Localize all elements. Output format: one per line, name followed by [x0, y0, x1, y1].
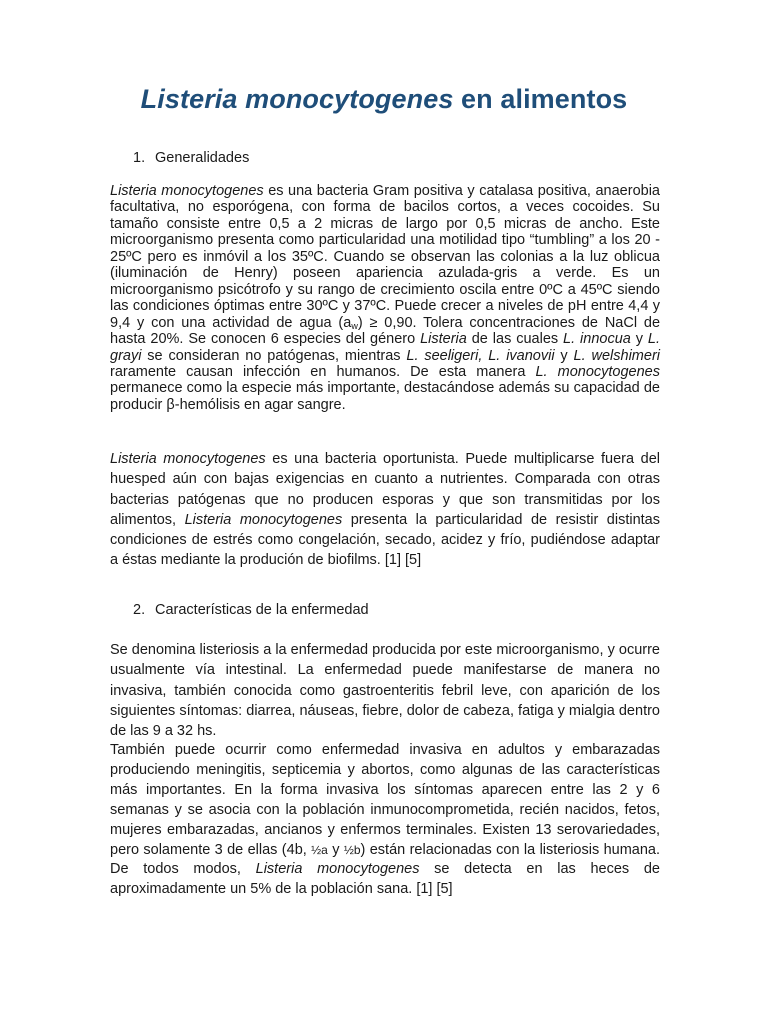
- species-name: L. welshimeri: [573, 347, 660, 364]
- text-run: permanece como la especie más importante, destacándose además su capacidad de producir β-hemólisis en agar sangre.: [110, 380, 660, 413]
- species-name: Listeria monocytogenes: [255, 861, 420, 878]
- text-run: y: [554, 347, 574, 364]
- title-rest: en alimentos: [453, 84, 628, 114]
- species-name: L. seeligeri, L. ivanovii: [406, 347, 555, 364]
- text-run: ) ≥ 0,90. Tolera concentraciones de NaCl de hasta 20%. Se conocen 6 especies del género: [110, 314, 661, 348]
- paragraph-generalidades-1: [110, 183, 660, 413]
- text-run: y: [327, 841, 344, 858]
- serovar-fraction: ½b: [343, 842, 361, 857]
- text-run: es una bacteria Gram positiva y catalasa positiva, anaerobia facultativa, no esporógena, con forma de bacilos cortos, a veces cocoides. Su tamaño consiste entre 0,5 a 2 micras de largo por 0,5 micras de ancho. Este microorganismo presenta como particularidad una motilidad tipo “tumbling” a los 20 - 25ºC pero es inmóvil a los 35ºC. Cuando se observan las colonias a la luz oblicua (iluminación de Henry) poseen apariencia azulada-gris a verde. Es un microorganismo psicótrofo y su rango de crecimiento oscila entre 0ºC a 45ºC siendo las condiciones óptimas entre 30ºC y 37ºC. Puede crecer a niveles de pH entre 4,4 y 9,4 y con una actividad de agua (a: [110, 183, 660, 331]
- section-heading-2: [133, 602, 369, 618]
- text-run: raramente causan infección en humanos. De esta manera: [110, 363, 536, 380]
- section-title: Generalidades: [155, 150, 250, 166]
- species-name: Listeria monocytogenes: [110, 451, 266, 467]
- section-heading-1: [133, 150, 249, 166]
- text-run: se consideran no patógenas, mientras: [141, 347, 407, 364]
- paragraph-enfermedad-2: [110, 741, 660, 900]
- species-name: Listeria monocytogenes: [184, 511, 343, 528]
- text-run: es una bacteria oportunista. Puede multiplicarse fuera del huesped aún con bajas exigencias en cuanto a nutrientes. Comparada con otras bacterias patógenas que no producen esporas y que son transmitidas por los alimentos,: [110, 451, 660, 528]
- text-run: de las cuales: [466, 331, 564, 348]
- subscript: w: [351, 320, 358, 331]
- text-run: ) están relacionadas con la listeriosis humana. De todos modos,: [110, 841, 660, 878]
- section-number: 2.: [133, 602, 146, 618]
- paragraph-enfermedad-1: Se denomina listeriosis a la enfermedad producida por este microorganismo, y ocurre usualmente vía intestinal. La enfermedad puede manifestarse de manera no invasiva, también conocida como gastroenteritis febril leve, con aparición de los siguientes síntomas: diarrea, náuseas, fiebre, dolor de cabeza, fatiga y mialgia dentro de las 9 a 32 hs.: [110, 642, 660, 740]
- title-italic: Listeria monocytogenes: [140, 84, 454, 114]
- document-title: [0, 84, 768, 115]
- paragraph-generalidades-2: [110, 449, 660, 571]
- species-name: Listeria monocytogenes: [110, 183, 264, 199]
- text-run: También puede ocurrir como enfermedad invasiva en adultos y embarazadas produciendo meningitis, septicemia y abortos, como algunas de las características más importantes. En la forma invasiva los síntomas aparecen entre las 2 y 6 semanas y se asocia con la población inmunocomprometida, recién nacidos, fetos, mujeres embarazadas, ancianos y enfermos terminales. Existen 13 serovariedades, pero solamente 3 de ellas (4b,: [110, 742, 660, 858]
- text-run: se detecta en las heces de aproximadamente un 5% de la población sana. [1] [5]: [110, 861, 660, 898]
- section-number: 1.: [133, 150, 146, 166]
- serovar-fraction: ½a: [311, 842, 328, 857]
- species-name: L. monocytogenes: [535, 363, 660, 380]
- species-name: Listeria: [420, 331, 467, 348]
- section-title: Características de la enfermedad: [155, 602, 369, 618]
- text-run: presenta la particularidad de resistir distintas condiciones de estrés como congelación, secado, acidez y frío, pudiéndose adaptar a éstas mediante la produción de biofilms. [1] [5]: [110, 511, 660, 569]
- text-run: y: [630, 331, 648, 348]
- species-name: L. grayi: [110, 331, 660, 364]
- species-name: L. innocua: [563, 331, 631, 348]
